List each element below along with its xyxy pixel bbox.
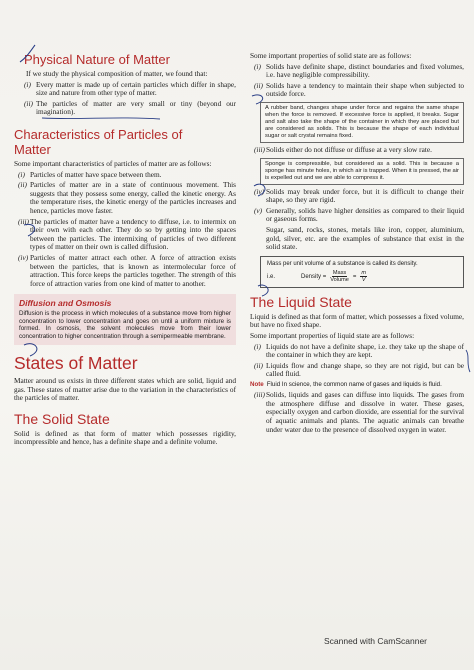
list-item: (iv) Particles of matter attract each other. A force of attraction exists between the particles, that is known as intermolecular force of attraction. This force keeps the particles together. The strength of this force of attraction varies from one kind of matter to another. bbox=[18, 252, 236, 288]
para-characteristics-intro: Some important characteristics of particles of matter are as follows: bbox=[14, 158, 212, 168]
heading-characteristics: Characteristics of Particles of Matter bbox=[14, 126, 183, 157]
para-liquid: Liquid is defined as that form of matter, which possesses a fixed volume, but have no fixed shape. bbox=[250, 311, 464, 330]
density-equation bbox=[267, 270, 457, 284]
list-item: (ii) The particles of matter are very small or tiny (beyond our imagination). bbox=[24, 98, 236, 117]
list-item: (ii) Liquids flow and change shape, so they are not rigid, but can be called fluid. bbox=[254, 360, 464, 379]
para-liquid-props-intro: Some important properties of liquid state are as follows: bbox=[250, 330, 415, 340]
m-v-fraction: $\frac{m}{V}$ bbox=[361, 269, 367, 284]
sponge-box: Sponge is compressible, but considered as a solid. This is because a sponge has minute holes, in which air is trapped. When it is pressed, the air is expelled out and we are able to compress it. bbox=[260, 158, 464, 185]
list-item: (iii)Solids either do not diffuse or diffuse at a very slow rate. bbox=[254, 144, 432, 154]
heading-states-of-matter: States of Matter bbox=[14, 352, 138, 373]
diffusion-osmosis-title: Diffusion and Osmosis bbox=[19, 298, 112, 309]
heading-solid-state: The Solid State bbox=[14, 410, 110, 427]
para-physical-intro: If we study the physical composition of matter, we found that: bbox=[26, 69, 208, 78]
fluid-note bbox=[250, 381, 464, 388]
list-item: (v) Generally, solids have higher densities as compared to their liquid or gaseous forms. bbox=[254, 205, 464, 224]
left-column bbox=[14, 48, 236, 449]
formula-density-label: Density = bbox=[301, 273, 327, 280]
list-item: (iii)The particles of matter have a tendency to diffuse, i.e. to intermix on their own with each other. They do so by getting into the spaces between the particles. The intermixing of particles of two different types of matter on their own is called diffusion. bbox=[18, 216, 236, 252]
list-item: (i) Every matter is made up of certain particles which differ in shape, size and nature from other type of matter. bbox=[24, 79, 236, 98]
list-liquid-props bbox=[250, 343, 464, 379]
list-characteristics bbox=[14, 171, 236, 289]
formula-ie: i.e. bbox=[267, 273, 276, 280]
list-item: (i) Liquids do not have a definite shape, i.e. they take up the shape of the container in which they are kept. bbox=[254, 341, 464, 360]
list-solid-props-b bbox=[250, 146, 464, 155]
density-formula-box bbox=[260, 256, 464, 288]
list-item: (iv) Solids may break under force, but it is difficult to change their shape, so they are rigid. bbox=[254, 186, 464, 205]
pen-margin-mark bbox=[466, 350, 470, 372]
heading-liquid-state: The Liquid State bbox=[250, 293, 352, 310]
note-label: Note bbox=[250, 380, 264, 388]
heading-physical-nature: Physical Nature of Matter bbox=[24, 52, 170, 67]
rubber-band-box: A rubber band, changes shape under force and regains the same shape when the force is removed. If excessive force is applied, it breaks. Sugar and salt also take the shape of the container in which they are placed but are considered as solids. This is because the shape of each individual sugar or salt crystal remains fixed. bbox=[260, 102, 464, 143]
list-item: (i) Solids have definite shape, distinct boundaries and fixed volumes, i.e. have negligible compressibility. bbox=[254, 61, 464, 80]
list-item: (iii)Solids, liquids and gases can diffuse into liquids. The gases from the atmosphere diffuse and dissolve in water. These gases, especially oxygen and carbon dioxide, are essential for the survival of aquatic animals and plants. The aquatic animals can breathe under water due to the presence of dissolved oxygen in water. bbox=[254, 390, 464, 434]
list-solid-props-a bbox=[250, 63, 464, 99]
list-liquid-props-2 bbox=[250, 391, 464, 434]
mass-volume-fraction: $\frac{\text{Mass}}{\text{Volume}}$ bbox=[330, 269, 349, 284]
formula-equals: = bbox=[352, 273, 357, 280]
list-item: (ii) Particles of matter are in a state of continuous movement. This suggests that they possess some energy, called the kinetic energy. As the temperature rises, the kinetic energy of the particles increases and hence, particles move faster. bbox=[18, 180, 236, 215]
list-solid-props-c bbox=[250, 188, 464, 224]
list-item: (ii) Solids have a tendency to maintain their shape when subjected to outside force. bbox=[254, 80, 464, 99]
para-solid-props-intro: Some important properties of solid state are as follows: bbox=[250, 51, 412, 60]
para-solid-examples: Sugar, sand, rocks, stones, metals like iron, copper, aluminium, gold, silver, etc. are the examples of substance that exist in the solid state. bbox=[266, 224, 464, 252]
density-definition: Mass per unit volume of a substance is called its density. bbox=[267, 260, 418, 267]
scanner-footer: Scanned with CamScanner bbox=[324, 636, 428, 646]
diffusion-osmosis-box bbox=[14, 294, 236, 345]
para-solid: Solid is defined as that form of matter which possesses rigidity, incompressible and hence, has a definite shape and a definite volume. bbox=[14, 428, 236, 447]
list-physical bbox=[14, 81, 236, 117]
right-column bbox=[250, 52, 464, 436]
para-states: Matter around us exists in three different states which are solid, liquid and gas. These states of matter arise due to the variation in the characteristics of the particles of matter. bbox=[14, 375, 236, 403]
diffusion-osmosis-text: Diffusion is the process in which molecules of a substance move from higher concentration to lower concentration and goes on until a uniform mixture is formed. In osmosis, the solvent molecules move from their lower concentration to higher concentration through a semipermeable membrane. bbox=[19, 310, 231, 340]
note-text: Fluid In science, the common name of gases and liquids is fluid. bbox=[266, 380, 442, 388]
list-item: (i) Particles of matter have space between them. bbox=[18, 169, 162, 179]
